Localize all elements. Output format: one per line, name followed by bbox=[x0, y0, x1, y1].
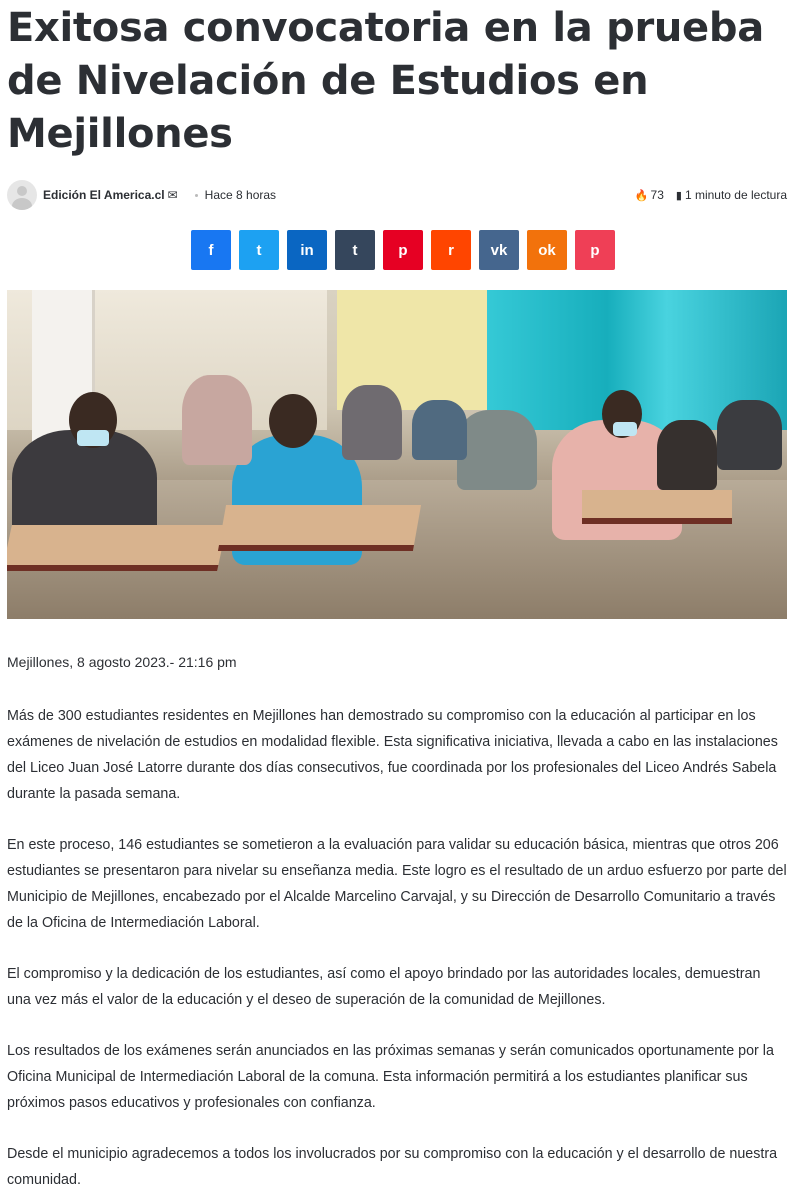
share-vk-button[interactable] bbox=[479, 230, 519, 270]
post-meta-left bbox=[7, 180, 276, 210]
share-tumblr-button[interactable] bbox=[335, 230, 375, 270]
share-pocket-button[interactable] bbox=[575, 230, 615, 270]
author-avatar[interactable] bbox=[7, 180, 37, 210]
linkedin-icon: in bbox=[300, 241, 314, 259]
views-value: 73 bbox=[650, 188, 664, 202]
share-buttons bbox=[19, 230, 787, 270]
article-paragraph: El compromiso y la dedicación de los estudiantes, así como el apoyo brindado por las autoridades locales, demuestran una vez más el valor de la educación y el deseo de superación de la comunidad de Mejillones. bbox=[7, 966, 761, 1008]
tumblr-icon: t bbox=[352, 241, 358, 259]
pinterest-icon: p bbox=[398, 241, 408, 259]
article bbox=[7, 0, 787, 1193]
reddit-icon: r bbox=[448, 241, 454, 259]
flame-icon: 🔥 bbox=[634, 189, 649, 202]
article-paragraph: Desde el municipio agradecemos a todos los involucrados por su compromiso con la educación y el desarrollo de nuestra comunidad. bbox=[7, 1146, 778, 1188]
post-meta-right bbox=[635, 188, 787, 202]
odnoklassniki-icon: ok bbox=[538, 241, 556, 259]
share-linkedin-button[interactable] bbox=[287, 230, 327, 270]
views-count bbox=[635, 188, 664, 202]
pocket-icon: p bbox=[590, 241, 600, 259]
envelope-icon[interactable]: ✉ bbox=[167, 188, 178, 202]
separator-dot bbox=[195, 194, 198, 197]
article-paragraph: En este proceso, 146 estudiantes se sometieron a la evaluación para validar su educación básica, mientras que otros 206 estudiantes se presentaron para nivelar su enseñanza media. Este logro es el resultado de un arduo esfuerzo por parte del Municipio de Mejillones, encabezado por el Alcalde Marcelino Carvajal, y su Dirección de Desarrollo Comunitario a través de la Oficina de Intermediación Laboral. bbox=[7, 837, 787, 931]
article-paragraph: Más de 300 estudiantes residentes en Mejillones han demostrado su compromiso con la educación al participar en los exámenes de nivelación de estudios en modalidad flexible. Esta significativa iniciativa, llevada a cabo en las instalaciones del Liceo Juan José Latorre durante dos días consecutivos, fue coordinada por los profesionales del Liceo Andrés Sabela durante la pasada semana. bbox=[7, 708, 778, 802]
vk-icon: vk bbox=[490, 241, 508, 259]
share-facebook-button[interactable] bbox=[191, 230, 231, 270]
read-time: 1 minuto de lectura bbox=[684, 188, 787, 202]
article-image bbox=[7, 290, 787, 619]
bookmark-icon: ▮ bbox=[675, 189, 682, 202]
share-odnoklassniki-button[interactable] bbox=[527, 230, 567, 270]
twitter-icon: t bbox=[256, 241, 262, 259]
facebook-icon: f bbox=[208, 241, 214, 259]
article-paragraph: Los resultados de los exámenes serán anunciados en las próximas semanas y serán comunicados oportunamente por la Oficina Municipal de Intermediación Laboral de la comuna. Esta información permitirá a los estudiantes planificar sus próximos pasos educativos y profesionales con confianza. bbox=[7, 1043, 774, 1111]
share-twitter-button[interactable] bbox=[239, 230, 279, 270]
article-dateline: Mejillones, 8 agosto 2023.- 21:16 pm bbox=[7, 654, 237, 670]
author-name[interactable]: Edición El America.cl bbox=[43, 188, 165, 202]
page-title: Exitosa convocatoria en la prueba de Nivelación de Estudios en Mejillones bbox=[7, 5, 764, 157]
post-time: Hace 8 horas bbox=[204, 188, 277, 202]
share-reddit-button[interactable] bbox=[431, 230, 471, 270]
post-meta bbox=[7, 177, 787, 213]
share-pinterest-button[interactable] bbox=[383, 230, 423, 270]
